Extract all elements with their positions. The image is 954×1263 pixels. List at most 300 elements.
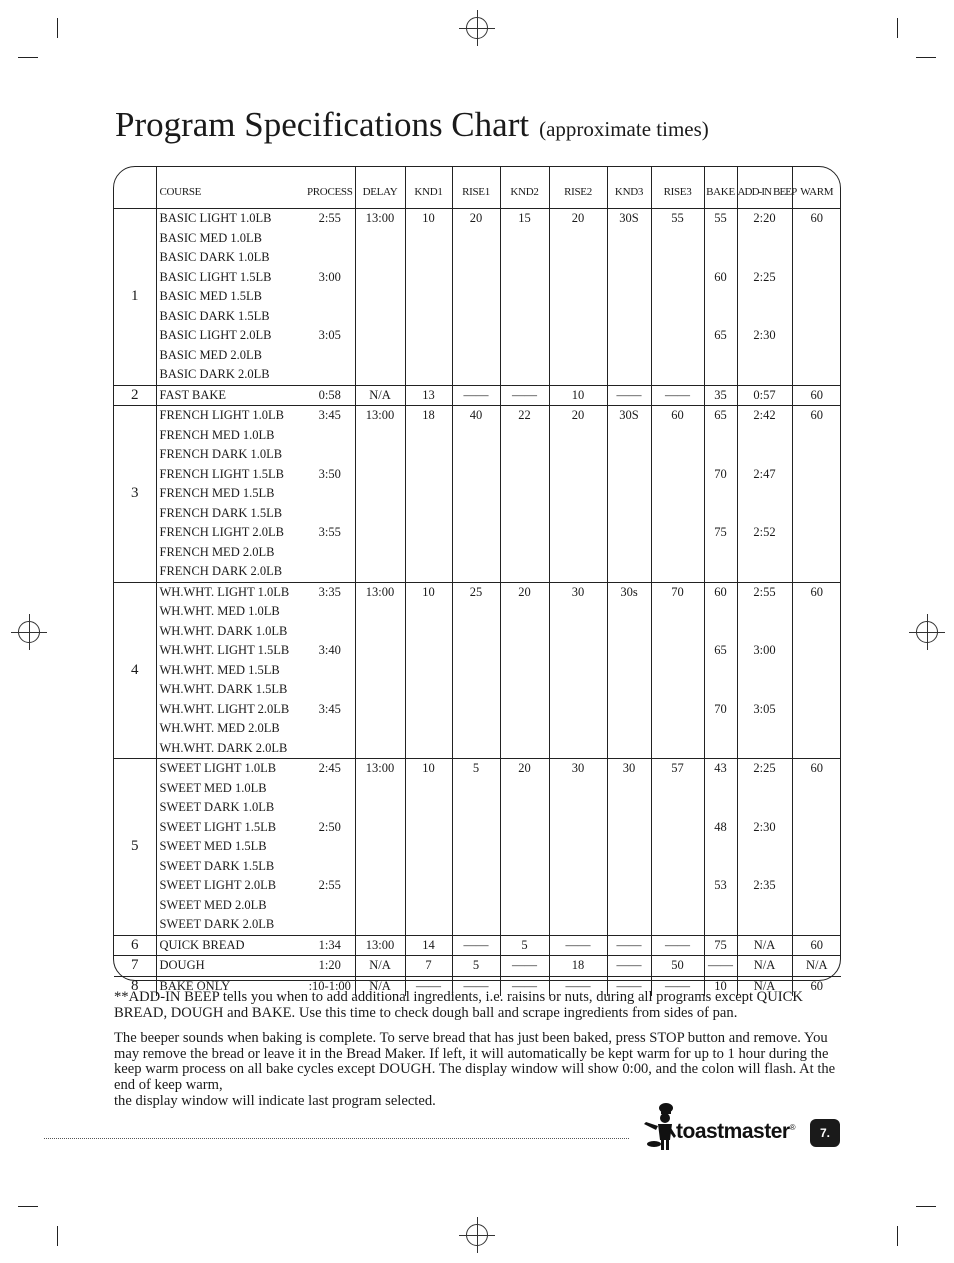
spec-cell — [792, 543, 841, 563]
spec-cell: 2:45 — [305, 759, 355, 779]
spec-cell — [607, 915, 651, 935]
spec-cell — [452, 661, 500, 681]
spec-cell — [305, 915, 355, 935]
spec-cell — [607, 818, 651, 838]
course-name: SWEET MED 1.5LB — [159, 839, 267, 853]
spec-cell — [549, 268, 607, 288]
spec-cell: 2:25 — [737, 268, 792, 288]
spec-cell — [651, 248, 704, 268]
spec-cell: N/A — [355, 385, 405, 406]
spec-cell — [355, 504, 405, 524]
spec-cell — [355, 229, 405, 249]
spec-cell — [651, 365, 704, 385]
spec-cell — [500, 719, 549, 739]
spec-cell — [607, 445, 651, 465]
spec-cell — [651, 543, 704, 563]
table-row — [114, 876, 841, 896]
spec-cell: 13:00 — [355, 582, 405, 602]
table-row — [114, 837, 841, 857]
spec-cell — [704, 798, 737, 818]
spec-cell: 18 — [405, 406, 452, 426]
table-row — [114, 365, 841, 385]
course-name: BASIC LIGHT 1.0LB — [159, 211, 272, 225]
spec-cell — [737, 229, 792, 249]
spec-cell — [355, 857, 405, 877]
spec-cell — [651, 857, 704, 877]
column-header: KND1 — [405, 167, 452, 209]
spec-cell — [704, 248, 737, 268]
spec-cell — [549, 307, 607, 327]
spec-cell — [452, 622, 500, 642]
spec-cell — [607, 287, 651, 307]
spec-cell — [355, 622, 405, 642]
spec-cell: 10 — [405, 209, 452, 229]
spec-cell — [500, 915, 549, 935]
spec-cell: N/A — [737, 935, 792, 956]
course-name: WH.WHT. MED 1.5LB — [159, 662, 280, 677]
table-row — [114, 346, 841, 366]
spec-cell — [355, 680, 405, 700]
spec-cell — [549, 779, 607, 799]
crop-mark — [916, 57, 936, 58]
spec-cell: 60 — [651, 406, 704, 426]
spec-cell — [792, 268, 841, 288]
spec-cell — [305, 896, 355, 916]
beeper-note-text: The beeper sounds when baking is complete. To serve bread that has just been baked, press STOP button and remove. You may remove the bread or leave it in the Bread Maker. If left, it will automatically be kept warm for up to 1 hour during the keep warm process on all bake cycles except DOUGH. The display window will show 0:00, and the colon will flash. At the end of keep warm, — [114, 1030, 836, 1093]
spec-cell — [651, 307, 704, 327]
spec-cell — [549, 365, 607, 385]
crop-mark — [18, 1206, 38, 1207]
course-name: FRENCH MED 1.5LB — [159, 486, 275, 500]
spec-cell — [549, 661, 607, 681]
spec-cell: 20 — [500, 582, 549, 602]
spec-cell: 57 — [651, 759, 704, 779]
spec-cell — [500, 680, 549, 700]
spec-cell — [704, 680, 737, 700]
spec-cell — [500, 700, 549, 720]
spec-cell — [452, 876, 500, 896]
spec-cell — [355, 307, 405, 327]
spec-cell — [704, 543, 737, 563]
spec-cell — [792, 876, 841, 896]
spec-cell — [651, 229, 704, 249]
spec-cell — [737, 779, 792, 799]
spec-cell — [452, 543, 500, 563]
spec-cell — [305, 307, 355, 327]
spec-cell — [607, 562, 651, 582]
spec-cell — [704, 307, 737, 327]
crop-mark — [897, 18, 898, 38]
table-row — [114, 739, 841, 759]
spec-cell — [607, 426, 651, 446]
spec-cell — [737, 248, 792, 268]
spec-cell: 70 — [704, 700, 737, 720]
spec-cell — [405, 445, 452, 465]
spec-cell — [452, 365, 500, 385]
spec-cell — [549, 876, 607, 896]
spec-cell — [704, 426, 737, 446]
spec-cell — [737, 602, 792, 622]
spec-cell — [452, 268, 500, 288]
registration-mark-icon — [466, 17, 488, 39]
spec-cell: 3:05 — [737, 700, 792, 720]
spec-cell — [651, 346, 704, 366]
spec-cell — [607, 622, 651, 642]
program-number: 4 — [114, 582, 156, 759]
table-row — [114, 956, 841, 977]
spec-cell — [355, 896, 405, 916]
spec-cell — [405, 484, 452, 504]
spec-cell — [305, 504, 355, 524]
spec-cell: —— — [549, 935, 607, 956]
spec-cell — [792, 622, 841, 642]
spec-cell — [500, 268, 549, 288]
spec-cell — [452, 798, 500, 818]
spec-cell — [549, 857, 607, 877]
spec-cell — [405, 837, 452, 857]
spec-cell — [405, 346, 452, 366]
spec-cell — [607, 307, 651, 327]
spec-cell — [500, 641, 549, 661]
spec-cell: 60 — [810, 584, 823, 599]
course-name: SWEET LIGHT 2.0LB — [159, 878, 277, 892]
spec-cell — [792, 562, 841, 582]
spec-cell — [704, 837, 737, 857]
spec-cell — [452, 837, 500, 857]
spec-cell — [500, 876, 549, 896]
spec-cell — [500, 896, 549, 916]
footer-divider — [44, 1138, 629, 1139]
spec-cell: 13:00 — [355, 209, 405, 229]
spec-cell: 20 — [549, 209, 607, 229]
table-body — [114, 209, 841, 997]
spec-cell — [737, 307, 792, 327]
spec-table — [114, 167, 841, 996]
spec-cell — [500, 798, 549, 818]
spec-cell — [607, 779, 651, 799]
spec-cell — [704, 661, 737, 681]
spec-cell — [651, 876, 704, 896]
spec-cell: 60 — [810, 408, 823, 422]
spec-cell — [651, 622, 704, 642]
spec-cell — [355, 365, 405, 385]
table-row — [114, 622, 841, 642]
spec-cell: 15 — [500, 209, 549, 229]
spec-cell — [651, 562, 704, 582]
spec-cell: N/A — [792, 956, 841, 977]
spec-cell — [405, 602, 452, 622]
spec-cell — [452, 484, 500, 504]
spec-cell — [651, 896, 704, 916]
spec-cell — [704, 739, 737, 759]
spec-cell — [452, 562, 500, 582]
spec-cell — [607, 896, 651, 916]
spec-cell — [549, 622, 607, 642]
spec-cell: 2:47 — [737, 465, 792, 485]
spec-cell — [355, 287, 405, 307]
spec-cell: —— — [651, 935, 704, 956]
add-in-beep-note: **ADD-IN BEEP tells you when to add additional ingredients, i.e. raisins or nuts, during all programs except QUICK BREAD, DOUGH and BAKE. Use this time to check dough ball and scrape ingredients from sides of pan. — [114, 989, 803, 1021]
spec-cell — [405, 876, 452, 896]
spec-cell — [452, 229, 500, 249]
spec-cell: 2:42 — [737, 406, 792, 426]
spec-cell: —— — [452, 385, 500, 406]
spec-cell — [355, 543, 405, 563]
spec-cell — [452, 680, 500, 700]
spec-cell — [607, 484, 651, 504]
table-row — [114, 209, 841, 229]
spec-cell — [737, 504, 792, 524]
spec-cell — [704, 779, 737, 799]
spec-cell — [792, 818, 841, 838]
spec-cell — [355, 426, 405, 446]
spec-cell: —— — [500, 385, 549, 406]
spec-cell — [549, 445, 607, 465]
course-name: BASIC LIGHT 2.0LB — [159, 328, 272, 342]
spec-cell: 60 — [810, 978, 823, 993]
spec-cell — [704, 896, 737, 916]
table-row — [114, 406, 841, 426]
table-row — [114, 759, 841, 779]
spec-cell: 70 — [704, 465, 737, 485]
spec-cell — [452, 719, 500, 739]
spec-cell — [405, 562, 452, 582]
spec-cell: 3:00 — [305, 268, 355, 288]
spec-cell — [452, 641, 500, 661]
course-name: FRENCH DARK 1.0LB — [159, 447, 283, 461]
course-name: BASIC MED 2.0LB — [159, 347, 262, 362]
spec-cell — [452, 326, 500, 346]
spec-cell: 5 — [500, 935, 549, 956]
spec-cell — [549, 739, 607, 759]
course-name: SWEET MED 1.0LB — [159, 780, 267, 795]
spec-cell — [355, 346, 405, 366]
spec-cell — [355, 818, 405, 838]
spec-cell — [549, 465, 607, 485]
spec-cell: 60 — [810, 761, 823, 775]
spec-cell — [500, 484, 549, 504]
spec-cell: 2:30 — [737, 326, 792, 346]
spec-cell — [737, 837, 792, 857]
course-name: BASIC LIGHT 1.5LB — [159, 269, 272, 284]
spec-cell — [405, 818, 452, 838]
spec-cell: 10 — [405, 582, 452, 602]
spec-cell: —— — [607, 935, 651, 956]
spec-cell — [737, 365, 792, 385]
spec-cell — [355, 915, 405, 935]
spec-cell — [500, 739, 549, 759]
course-name: QUICK BREAD — [156, 935, 305, 956]
spec-cell — [355, 523, 405, 543]
spec-cell: 3:40 — [305, 641, 355, 661]
spec-cell — [355, 445, 405, 465]
spec-cell — [651, 326, 704, 346]
spec-cell — [452, 465, 500, 485]
spec-cell — [549, 523, 607, 543]
spec-cell: 0:57 — [737, 385, 792, 406]
course-name: FRENCH LIGHT 1.5LB — [159, 466, 284, 481]
course-name: DOUGH — [156, 956, 305, 977]
spec-cell — [305, 798, 355, 818]
spec-cell — [405, 915, 452, 935]
spec-cell — [549, 248, 607, 268]
course-name: WH.WHT. LIGHT 1.5LB — [159, 643, 290, 657]
spec-cell: 60 — [792, 385, 841, 406]
spec-cell — [792, 426, 841, 446]
spec-cell: —— — [452, 935, 500, 956]
spec-cell: 2:55 — [305, 876, 355, 896]
spec-cell: 65 — [704, 406, 737, 426]
spec-cell — [305, 602, 355, 622]
spec-cell — [549, 641, 607, 661]
spec-cell — [500, 661, 549, 681]
spec-cell — [607, 700, 651, 720]
program-number: 7 — [114, 956, 156, 977]
spec-cell — [549, 680, 607, 700]
course-name: BASIC DARK 1.5LB — [159, 308, 270, 323]
column-header: RISE1 — [452, 167, 500, 209]
course-name: BASIC DARK 2.0LB — [156, 365, 305, 385]
spec-cell — [792, 465, 841, 485]
crop-mark — [897, 1226, 898, 1246]
table-row — [114, 385, 841, 406]
spec-cell — [452, 779, 500, 799]
spec-cell: 10 — [549, 385, 607, 406]
course-name: SWEET DARK 2.0LB — [156, 915, 305, 935]
notes-section — [114, 990, 844, 1119]
spec-cell — [792, 602, 841, 622]
spec-cell — [792, 857, 841, 877]
spec-cell — [452, 287, 500, 307]
spec-cell — [355, 700, 405, 720]
spec-cell: 25 — [452, 582, 500, 602]
spec-cell — [607, 248, 651, 268]
spec-cell — [405, 365, 452, 385]
spec-cell — [500, 622, 549, 642]
spec-cell — [452, 857, 500, 877]
spec-cell: 2:55 — [305, 209, 355, 229]
spec-cell — [500, 248, 549, 268]
spec-cell — [607, 876, 651, 896]
course-name: FRENCH LIGHT 1.0LB — [159, 408, 284, 422]
crop-mark — [18, 57, 38, 58]
spec-cell — [792, 504, 841, 524]
spec-cell — [792, 837, 841, 857]
spec-cell — [305, 445, 355, 465]
spec-cell — [607, 365, 651, 385]
spec-cell: 35 — [704, 385, 737, 406]
spec-cell — [704, 504, 737, 524]
spec-cell: 2:55 — [737, 582, 792, 602]
spec-cell: 13:00 — [355, 406, 405, 426]
spec-cell: 3:55 — [305, 523, 355, 543]
spec-cell — [792, 287, 841, 307]
spec-cell — [737, 798, 792, 818]
spec-cell — [405, 719, 452, 739]
spec-cell — [704, 857, 737, 877]
spec-cell — [607, 661, 651, 681]
spec-cell — [452, 426, 500, 446]
course-name: BAKE ONLY — [159, 978, 231, 993]
spec-cell — [792, 779, 841, 799]
spec-cell — [792, 739, 841, 759]
table-row — [114, 915, 841, 935]
spec-cell: —— — [651, 976, 704, 996]
table-row — [114, 307, 841, 327]
spec-cell — [405, 739, 452, 759]
spec-cell: 70 — [651, 582, 704, 602]
spec-cell: —— — [452, 976, 500, 996]
spec-cell: —— — [651, 385, 704, 406]
spec-cell — [405, 229, 452, 249]
spec-cell — [737, 661, 792, 681]
spec-cell — [737, 426, 792, 446]
spec-cell — [737, 484, 792, 504]
spec-cell: 13:00 — [355, 759, 405, 779]
spec-cell: 2:35 — [737, 876, 792, 896]
spec-cell — [651, 661, 704, 681]
spec-cell — [651, 445, 704, 465]
spec-cell: 20 — [452, 209, 500, 229]
spec-cell — [305, 365, 355, 385]
spec-cell — [792, 365, 841, 385]
spec-cell: —— — [500, 956, 549, 977]
spec-cell — [405, 504, 452, 524]
spec-cell — [792, 346, 841, 366]
program-header — [114, 167, 156, 209]
column-header: RISE3 — [651, 167, 704, 209]
table-row — [114, 504, 841, 524]
spec-cell — [792, 445, 841, 465]
spec-cell — [737, 680, 792, 700]
spec-cell — [305, 562, 355, 582]
spec-cell — [549, 700, 607, 720]
spec-cell — [549, 229, 607, 249]
spec-cell — [305, 543, 355, 563]
spec-cell — [405, 896, 452, 916]
spec-cell: 75 — [704, 935, 737, 956]
spec-cell — [452, 700, 500, 720]
spec-cell — [355, 719, 405, 739]
spec-cell — [500, 857, 549, 877]
spec-cell: 2:20 — [737, 209, 792, 229]
table-row — [114, 523, 841, 543]
course-name: FRENCH DARK 2.0LB — [156, 562, 305, 582]
beeper-note — [114, 1031, 844, 1109]
spec-cell — [405, 543, 452, 563]
spec-cell — [737, 857, 792, 877]
spec-cell — [737, 622, 792, 642]
spec-cell — [549, 837, 607, 857]
spec-cell — [607, 857, 651, 877]
spec-cell: N/A — [737, 976, 792, 996]
spec-cell — [737, 719, 792, 739]
spec-cell — [355, 465, 405, 485]
spec-cell — [405, 779, 452, 799]
spec-cell: 13:00 — [355, 935, 405, 956]
table-row — [114, 543, 841, 563]
spec-cell — [651, 700, 704, 720]
spec-cell — [651, 465, 704, 485]
registration-mark-icon — [466, 1224, 488, 1246]
spec-cell: 20 — [549, 406, 607, 426]
course-name: FRENCH MED 1.0LB — [159, 427, 275, 442]
spec-cell — [405, 700, 452, 720]
spec-cell — [607, 680, 651, 700]
spec-cell — [452, 307, 500, 327]
spec-cell: :10-1:00 — [305, 976, 355, 996]
spec-cell: —— — [704, 956, 737, 977]
